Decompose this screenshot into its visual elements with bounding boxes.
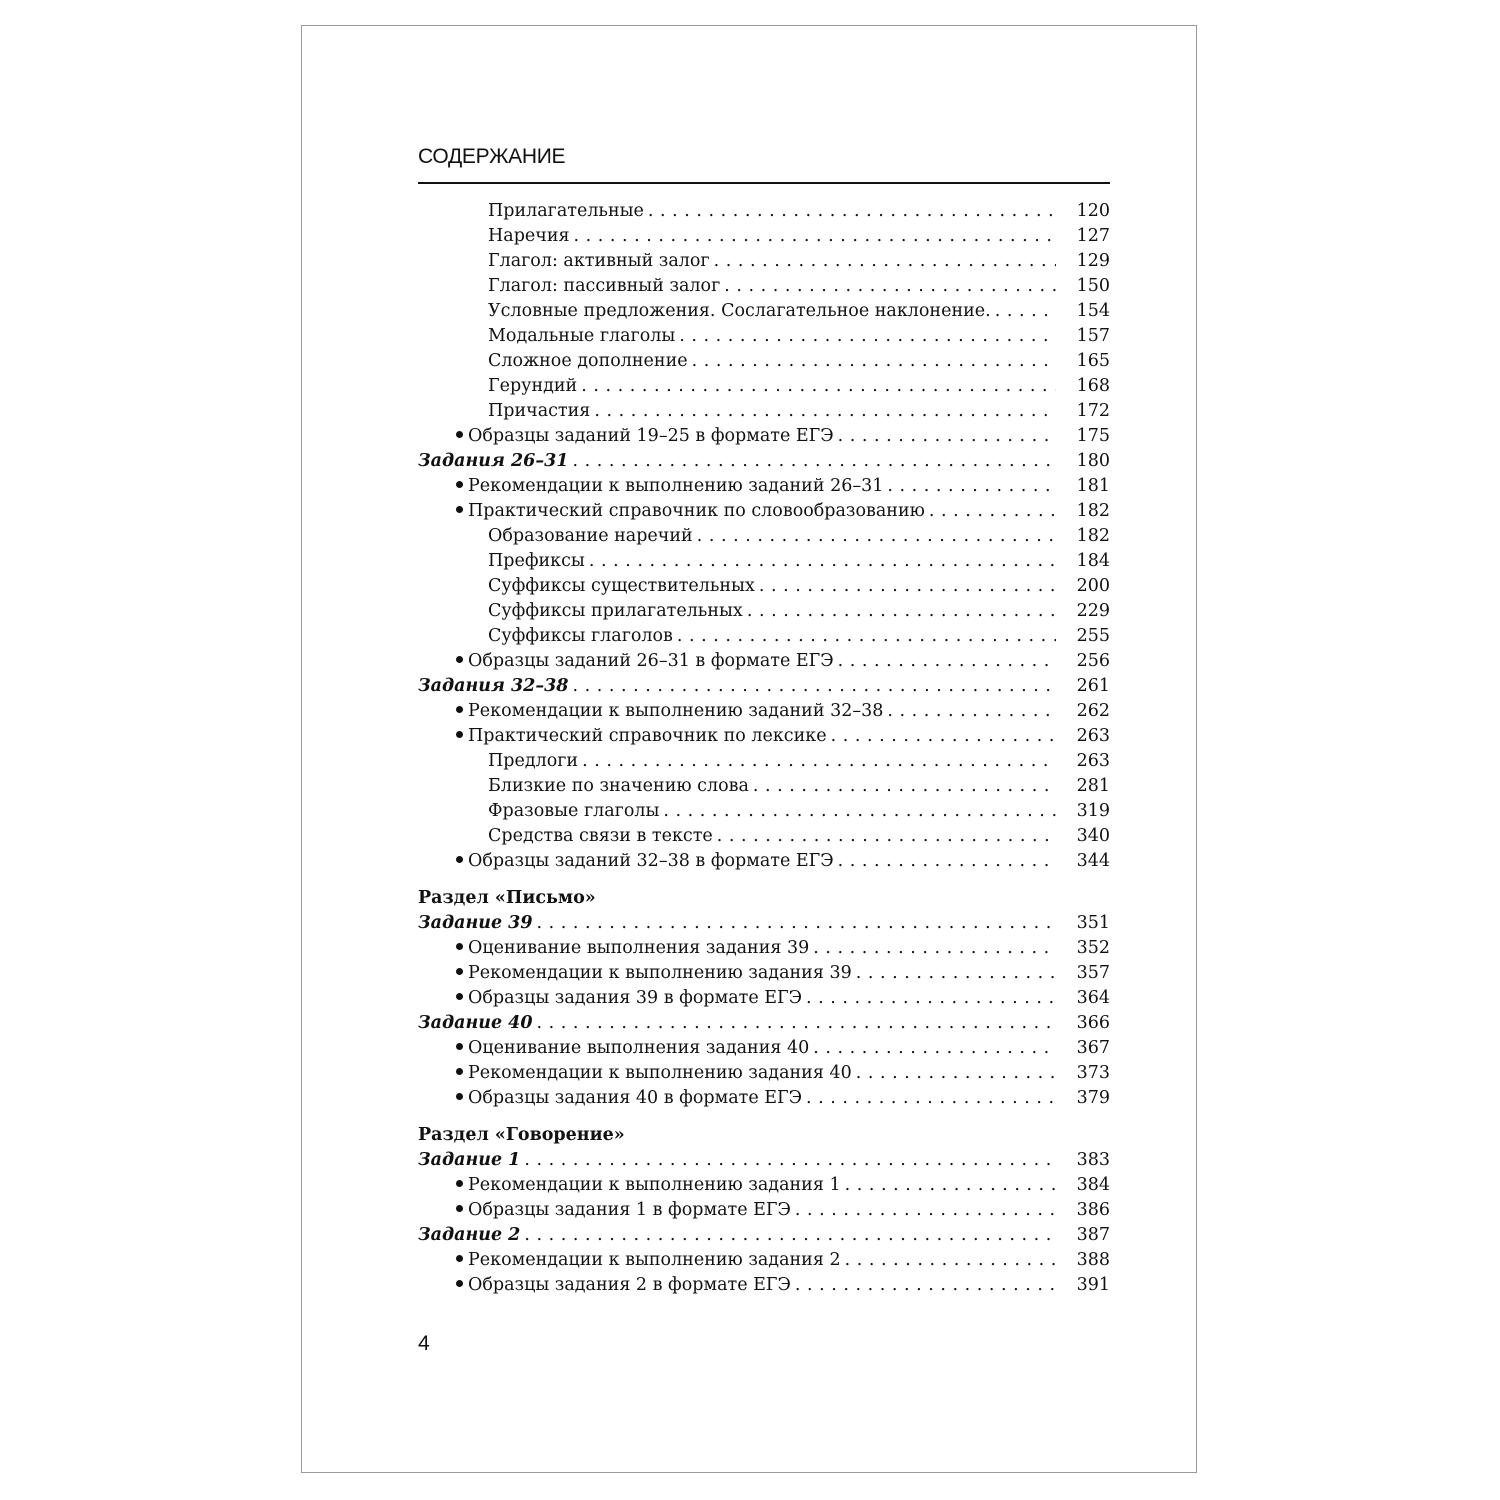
toc-entry	[418, 1148, 1110, 1173]
bullet-icon	[456, 1068, 463, 1075]
dot-leader	[724, 274, 1056, 299]
table-of-contents	[418, 199, 1110, 1298]
toc-entry-text: Наречия	[488, 226, 570, 246]
toc-entry-text: Предлоги	[488, 751, 579, 771]
toc-entry-page: 229	[1056, 599, 1110, 624]
bullet-icon	[456, 731, 463, 738]
toc-entry-text: Глагол: активный залог	[488, 251, 710, 271]
toc-entry-label	[456, 699, 887, 724]
toc-entry-label	[418, 449, 572, 474]
toc-entry	[418, 1173, 1110, 1198]
dot-leader	[813, 1036, 1056, 1061]
toc-entry	[418, 249, 1110, 274]
toc-entry	[418, 499, 1110, 524]
toc-entry-text: Оценивание выполнения задания 40	[468, 1038, 810, 1058]
dot-leader	[524, 1148, 1056, 1173]
toc-entry-page: 180	[1056, 449, 1110, 474]
toc-entry	[418, 549, 1110, 574]
dot-leader	[795, 1198, 1056, 1223]
toc-entry-page: 388	[1056, 1248, 1110, 1273]
toc-entry-label	[456, 724, 831, 749]
toc-entry-text: Средства связи в тексте	[488, 826, 713, 846]
toc-entry-label	[456, 1248, 845, 1273]
toc-entry-page: 344	[1056, 849, 1110, 874]
toc-entry-page: 373	[1056, 1061, 1110, 1086]
toc-entry-text: Образцы заданий 26–31 в формате ЕГЭ	[468, 651, 834, 671]
toc-entry-text: Практический справочник по лексике	[468, 726, 827, 746]
toc-entry-label	[488, 349, 692, 374]
dot-leader	[697, 524, 1056, 549]
toc-entry-page: 319	[1056, 799, 1110, 824]
dot-leader	[581, 374, 1056, 399]
dot-leader	[856, 1061, 1056, 1086]
toc-entry	[418, 399, 1110, 424]
toc-entry-text: Образцы задания 2 в формате ЕГЭ	[468, 1275, 791, 1295]
toc-entry-page: 384	[1056, 1173, 1110, 1198]
toc-entry	[418, 324, 1110, 349]
toc-entry	[418, 1036, 1110, 1061]
dot-leader	[717, 824, 1056, 849]
bullet-icon	[456, 481, 463, 488]
dot-leader	[747, 599, 1056, 624]
toc-entry-label	[488, 524, 697, 549]
toc-entry-text: Задания 32–38	[418, 676, 569, 696]
toc-entry-text: Рекомендации к выполнению заданий 32–38	[468, 701, 884, 721]
section-gap	[418, 1111, 1110, 1123]
dot-leader	[795, 1273, 1056, 1298]
toc-entry-page: 157	[1056, 324, 1110, 349]
toc-entry	[418, 199, 1110, 224]
toc-entry	[418, 299, 1110, 324]
toc-entry	[418, 524, 1110, 549]
toc-entry	[418, 574, 1110, 599]
toc-entry-label	[488, 749, 582, 774]
toc-entry-page: 366	[1056, 1011, 1110, 1036]
toc-entry-text: Образцы задания 1 в формате ЕГЭ	[468, 1200, 791, 1220]
toc-entry-text: Причастия	[488, 401, 591, 421]
toc-block-writing	[418, 911, 1110, 1111]
toc-entry	[418, 1273, 1110, 1298]
toc-entry-label	[488, 299, 995, 324]
toc-entry-page: 256	[1056, 649, 1110, 674]
toc-entry	[418, 424, 1110, 449]
toc-entry-label	[456, 1061, 856, 1086]
toc-entry-label	[488, 374, 581, 399]
dot-leader	[813, 936, 1056, 961]
toc-entry-page: 383	[1056, 1148, 1110, 1173]
bullet-icon	[456, 1043, 463, 1050]
toc-entry-label	[488, 324, 679, 349]
toc-entry-page: 182	[1056, 524, 1110, 549]
toc-entry	[418, 474, 1110, 499]
dot-leader	[753, 774, 1056, 799]
toc-entry	[418, 699, 1110, 724]
toc-entry	[418, 961, 1110, 986]
dot-leader	[831, 724, 1056, 749]
toc-entry-page: 262	[1056, 699, 1110, 724]
toc-entry-text: Модальные глаголы	[488, 326, 676, 346]
toc-block-speaking	[418, 1148, 1110, 1298]
toc-entry-text: Образцы заданий 19–25 в формате ЕГЭ	[468, 426, 834, 446]
dot-leader	[648, 199, 1056, 224]
toc-entry	[418, 1086, 1110, 1111]
section-heading-writing: Раздел «Письмо»	[418, 888, 596, 908]
page-number: 4	[418, 1332, 430, 1355]
toc-entry-label	[488, 249, 714, 274]
toc-entry-page: 351	[1056, 911, 1110, 936]
toc-entry	[418, 1198, 1110, 1223]
toc-entry-page: 168	[1056, 374, 1110, 399]
toc-entry	[418, 349, 1110, 374]
toc-entry-text: Прилагательные	[488, 201, 644, 221]
dot-leader	[714, 249, 1056, 274]
toc-entry	[418, 936, 1110, 961]
toc-entry-page: 364	[1056, 986, 1110, 1011]
toc-entry-text: Образование наречий	[488, 526, 693, 546]
dot-leader	[537, 911, 1056, 936]
toc-entry	[418, 674, 1110, 699]
dot-leader	[995, 299, 1056, 324]
bullet-icon	[456, 656, 463, 663]
toc-entry	[418, 799, 1110, 824]
toc-entry	[418, 986, 1110, 1011]
toc-entry-text: Практический справочник по словообразованию	[468, 501, 925, 521]
dot-leader	[929, 499, 1056, 524]
toc-entry-label	[456, 1036, 813, 1061]
dot-leader	[663, 799, 1056, 824]
toc-entry	[418, 374, 1110, 399]
toc-entry-label	[456, 649, 838, 674]
toc-entry-page: 263	[1056, 724, 1110, 749]
dot-leader	[838, 649, 1056, 674]
toc-entry-label	[456, 1086, 806, 1111]
toc-entry-label	[418, 1148, 524, 1173]
toc-entry	[418, 649, 1110, 674]
toc-entry-label	[488, 399, 594, 424]
toc-entry-text: Сложное дополнение	[488, 351, 688, 371]
dot-leader	[589, 549, 1056, 574]
bullet-icon	[456, 943, 463, 950]
header-rule	[418, 182, 1110, 184]
toc-entry-text: Фразовые глаголы	[488, 801, 660, 821]
toc-entry-label	[456, 961, 856, 986]
toc-entry-label	[488, 274, 724, 299]
toc-entry-label	[488, 549, 589, 574]
toc-entry-text: Герундий	[488, 376, 578, 396]
toc-entry-text: Суффиксы глаголов	[488, 626, 673, 646]
toc-entry	[418, 824, 1110, 849]
toc-entry	[418, 449, 1110, 474]
bullet-icon	[456, 968, 463, 975]
bullet-icon	[456, 1180, 463, 1187]
toc-entry	[418, 1011, 1110, 1036]
toc-entry-text: Задание 2	[418, 1225, 521, 1245]
toc-entry-page: 181	[1056, 474, 1110, 499]
dot-leader	[572, 674, 1056, 699]
toc-entry-label	[418, 1223, 524, 1248]
toc-entry	[418, 1223, 1110, 1248]
toc-entry-page: 387	[1056, 1223, 1110, 1248]
toc-entry-text: Условные предложения. Сослагательное наклонение.	[488, 301, 991, 321]
toc-entry-label	[456, 1273, 795, 1298]
toc-entry-text: Задание 1	[418, 1150, 521, 1170]
toc-entry-page: 200	[1056, 574, 1110, 599]
toc-entry-label	[488, 824, 717, 849]
toc-entry-page: 127	[1056, 224, 1110, 249]
toc-entry-page: 281	[1056, 774, 1110, 799]
toc-entry-label	[488, 199, 648, 224]
toc-entry-label	[488, 774, 753, 799]
toc-entry-label	[488, 624, 677, 649]
toc-entry	[418, 911, 1110, 936]
page-header-title: СОДЕРЖАНИЕ	[418, 145, 566, 168]
bullet-icon	[456, 706, 463, 713]
toc-entry-label	[488, 574, 759, 599]
toc-entry-text: Образцы заданий 32–38 в формате ЕГЭ	[468, 851, 834, 871]
toc-entry-page: 386	[1056, 1198, 1110, 1223]
dot-leader	[574, 224, 1056, 249]
toc-entry-label	[456, 1173, 845, 1198]
toc-entry-page: 182	[1056, 499, 1110, 524]
bullet-icon	[456, 431, 463, 438]
toc-entry-text: Рекомендации к выполнению задания 1	[468, 1175, 841, 1195]
toc-entry-page: 263	[1056, 749, 1110, 774]
toc-entry-page: 175	[1056, 424, 1110, 449]
toc-entry-label	[488, 599, 747, 624]
bullet-icon	[456, 1280, 463, 1287]
toc-entry-page: 129	[1056, 249, 1110, 274]
dot-leader	[679, 324, 1056, 349]
toc-entry-label	[488, 799, 663, 824]
toc-entry-page: 261	[1056, 674, 1110, 699]
dot-leader	[759, 574, 1056, 599]
dot-leader	[524, 1223, 1056, 1248]
toc-entry-page: 184	[1056, 549, 1110, 574]
toc-entry-label	[418, 911, 537, 936]
toc-entry-page: 367	[1056, 1036, 1110, 1061]
dot-leader	[537, 1011, 1056, 1036]
toc-entry	[418, 849, 1110, 874]
toc-entry-text: Оценивание выполнения задания 39	[468, 938, 810, 958]
dot-leader	[887, 474, 1056, 499]
bullet-icon	[456, 1205, 463, 1212]
toc-entry-page: 255	[1056, 624, 1110, 649]
toc-entry	[418, 599, 1110, 624]
bullet-icon	[456, 1255, 463, 1262]
toc-entry-page: 120	[1056, 199, 1110, 224]
toc-entry-page: 391	[1056, 1273, 1110, 1298]
dot-leader	[806, 1086, 1056, 1111]
toc-entry-text: Суффиксы существительных	[488, 576, 755, 596]
bullet-icon	[456, 993, 463, 1000]
dot-leader	[582, 749, 1056, 774]
toc-entry-text: Суффиксы прилагательных	[488, 601, 743, 621]
toc-entry-text: Задание 40	[418, 1013, 533, 1033]
toc-entry-text: Образцы задания 40 в формате ЕГЭ	[468, 1088, 803, 1108]
toc-entry-label	[456, 499, 929, 524]
toc-entry-page: 352	[1056, 936, 1110, 961]
toc-entry	[418, 749, 1110, 774]
dot-leader	[677, 624, 1056, 649]
toc-entry-text: Рекомендации к выполнению задания 2	[468, 1250, 841, 1270]
toc-entry-text: Близкие по значению слова	[488, 776, 749, 796]
toc-entry	[418, 724, 1110, 749]
dot-leader	[806, 986, 1056, 1011]
toc-entry-text: Образцы задания 39 в формате ЕГЭ	[468, 988, 803, 1008]
dot-leader	[838, 424, 1056, 449]
toc-entry-label	[456, 474, 887, 499]
toc-block-1	[418, 199, 1110, 874]
toc-entry-page: 172	[1056, 399, 1110, 424]
toc-entry-page: 379	[1056, 1086, 1110, 1111]
toc-entry-text: Рекомендации к выполнению задания 40	[468, 1063, 852, 1083]
dot-leader	[887, 699, 1056, 724]
toc-entry-page: 340	[1056, 824, 1110, 849]
bullet-icon	[456, 856, 463, 863]
toc-entry	[418, 774, 1110, 799]
toc-entry-label	[456, 936, 813, 961]
toc-entry	[418, 1061, 1110, 1086]
toc-entry-label	[456, 424, 838, 449]
toc-entry-label	[488, 224, 574, 249]
section-heading-speaking: Раздел «Говорение»	[418, 1125, 625, 1145]
toc-entry	[418, 1248, 1110, 1273]
toc-entry-page: 150	[1056, 274, 1110, 299]
toc-entry-label	[456, 986, 806, 1011]
toc-entry-label	[418, 1011, 537, 1036]
dot-leader	[845, 1173, 1056, 1198]
toc-entry-label	[456, 1198, 795, 1223]
toc-entry-page: 357	[1056, 961, 1110, 986]
dot-leader	[692, 349, 1056, 374]
toc-entry-text: Задание 39	[418, 913, 533, 933]
toc-entry	[418, 274, 1110, 299]
toc-entry-text: Рекомендации к выполнению задания 39	[468, 963, 852, 983]
toc-entry	[418, 224, 1110, 249]
dot-leader	[838, 849, 1056, 874]
toc-entry-label	[456, 849, 838, 874]
toc-entry-text: Глагол: пассивный залог	[488, 276, 721, 296]
dot-leader	[845, 1248, 1056, 1273]
bullet-icon	[456, 1093, 463, 1100]
toc-entry-text: Задания 26–31	[418, 451, 569, 471]
toc-entry-text: Рекомендации к выполнению заданий 26–31	[468, 476, 884, 496]
dot-leader	[856, 961, 1056, 986]
toc-entry-text: Префиксы	[488, 551, 585, 571]
dot-leader	[572, 449, 1056, 474]
section-gap	[418, 874, 1110, 886]
bullet-icon	[456, 506, 463, 513]
toc-entry-label	[418, 674, 572, 699]
dot-leader	[594, 399, 1056, 424]
toc-entry-page: 154	[1056, 299, 1110, 324]
toc-entry-page: 165	[1056, 349, 1110, 374]
toc-entry	[418, 624, 1110, 649]
